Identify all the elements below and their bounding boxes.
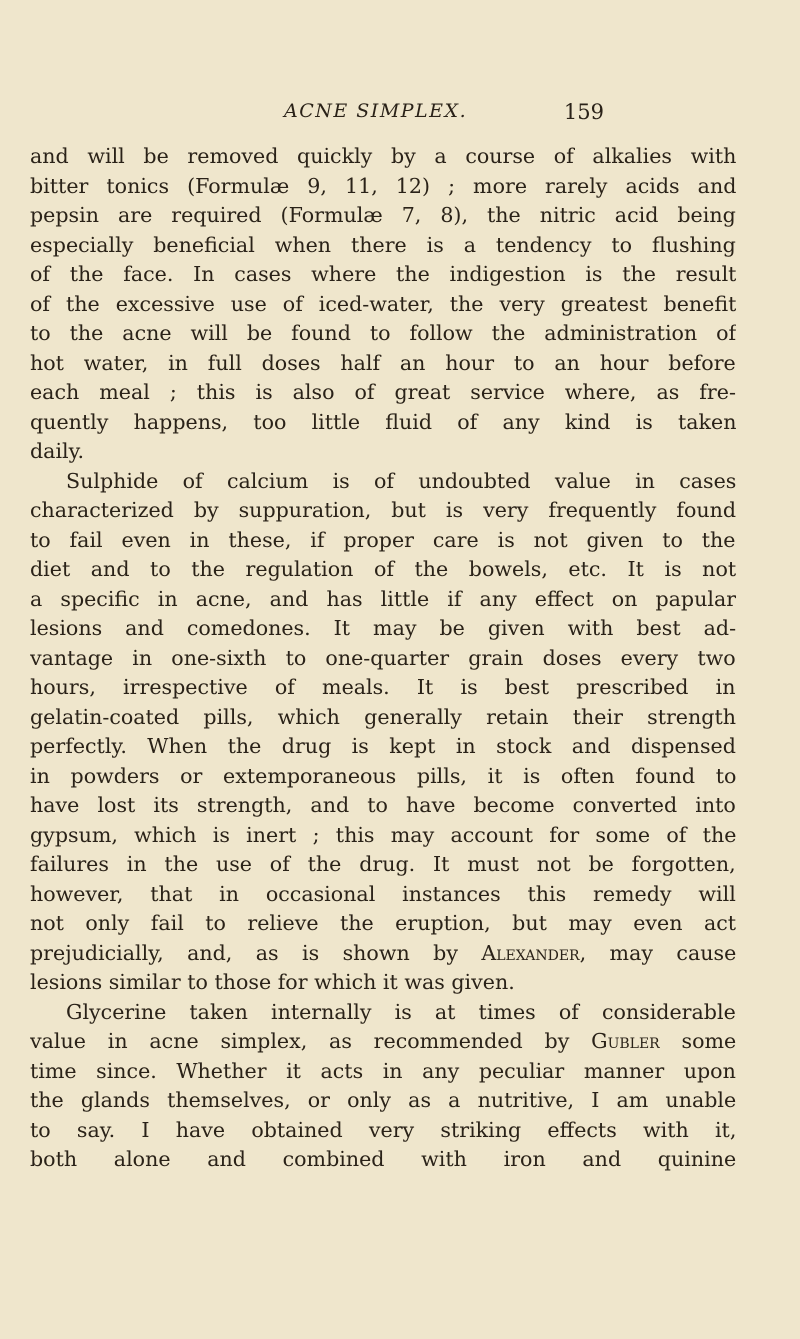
text-line: lesions similar to those for which it was given.	[30, 970, 515, 994]
paragraph-start: Glycerine taken internally is at times of considerable	[66, 999, 736, 1024]
text-line	[30, 939, 736, 968]
text-line: hours, irrespective of meals. It is best prescribed in	[30, 675, 736, 699]
text-line: vantage in one-sixth to one-quarter grain doses every two	[30, 645, 736, 670]
text-line: the glands themselves, or only as a nutritive, I am unable	[30, 1088, 736, 1112]
text-line: have lost its strength, and to have become converted into	[30, 793, 736, 817]
text-line: to the acne will be found to follow the administration of	[30, 321, 736, 345]
text-segment: prejudicially, and, as is shown by	[30, 940, 458, 965]
text-line: gelatin-coated pills, which generally retain their strength	[30, 704, 736, 729]
text-line: daily.	[30, 439, 85, 463]
text-line: characterized by suppuration, but is very frequently found	[30, 498, 736, 522]
text-line: time since. Whether it acts in any peculiar manner upon	[30, 1058, 736, 1083]
text-line: gypsum, which is inert ; this may account for some of the	[30, 822, 736, 847]
text-line: lesions and comedones. It may be given with best ad-	[30, 616, 736, 640]
running-title: ACNE SIMPLEX.	[284, 100, 468, 122]
text-line	[30, 1027, 736, 1056]
text-line: to say. I have obtained very striking effects with it,	[30, 1117, 736, 1142]
text-line: both alone and combined with iron and quinine	[30, 1147, 736, 1171]
text-line: not only fail to relieve the eruption, but may even act	[30, 911, 736, 935]
text-line: of the excessive use of iced-water, the very greatest benefit	[30, 291, 736, 316]
text-line: perfectly. When the drug is kept in stock and dispensed	[30, 734, 736, 758]
text-line: failures in the use of the drug. It must not be forgotten,	[30, 852, 736, 876]
paragraph-start: Sulphide of calcium is of undoubted value in cases	[66, 468, 736, 493]
text-line: hot water, in full doses half an hour to an hour before	[30, 350, 736, 375]
text-segment: some	[659, 1029, 736, 1053]
text-line: especially beneficial when there is a tendency to flushing	[30, 232, 736, 257]
text-segment: , may cause	[579, 940, 736, 965]
text-line: quently happens, too little fluid of any kind is taken	[30, 409, 736, 434]
text-line: each meal ; this is also of great service where, as fre-	[30, 380, 736, 404]
text-line: pepsin are required (Formulæ 7, 8), the nitric acid being	[30, 203, 736, 227]
text-segment: value in acne simplex, as recommended by	[30, 1029, 570, 1053]
text-line: of the face. In cases where the indigestion is the result	[30, 262, 736, 286]
author-name-gubler: Gubler	[591, 1029, 660, 1053]
text-line: however, that in occasional instances this remedy will	[30, 881, 736, 906]
text-line: and will be removed quickly by a course of alkalies with	[30, 144, 736, 168]
text-line: in powders or extemporaneous pills, it is often found to	[30, 763, 736, 788]
author-name-alexander: Alexander	[481, 940, 580, 965]
page-number: 159	[563, 100, 604, 124]
text-line: to fail even in these, if proper care is not given to the	[30, 527, 736, 552]
text-line: diet and to the regulation of the bowels, etc. It is not	[30, 557, 736, 581]
running-head	[0, 100, 800, 134]
text-line: bitter tonics (Formulæ 9, 11, 12) ; more rarely acids and	[30, 173, 736, 198]
text-line: a specific in acne, and has little if any effect on papular	[30, 586, 736, 611]
